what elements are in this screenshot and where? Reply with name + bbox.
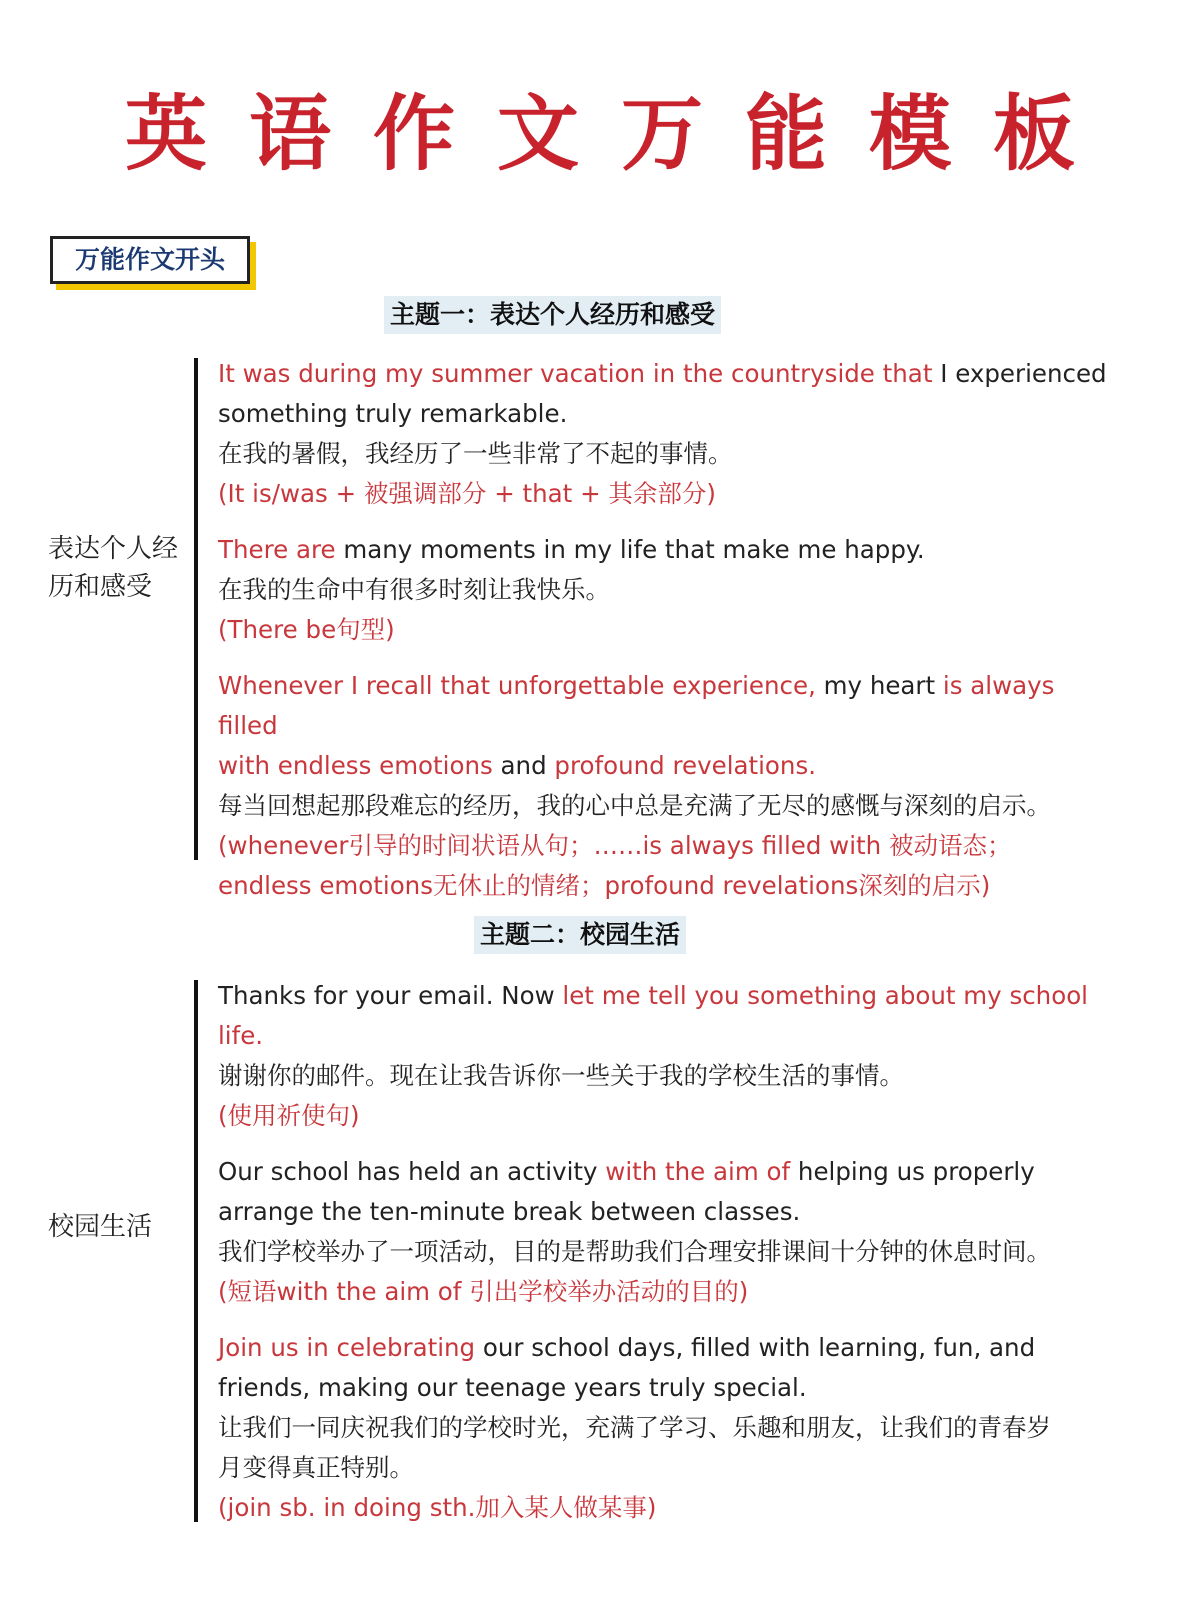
theme-1-item-3: Whenever I recall that unforgettable experience, my heart is always filled with endless emotions and profound revelations. 每当回想起那段难忘的经历，我的心中总是充满了无尽的感慨与深刻的启示。 (whenever引导的时间状语从句；……is always filled with 被动语态； endless emotions无休止的情绪；profound revelations深刻的启示) [218,671,1055,900]
theme-2-side-label: 校园生活 [48,1212,153,1242]
theme-1-divider [194,358,198,860]
theme-2-divider [194,980,198,1522]
theme-2-item-3: Join us in celebrating our school days, filled with learning, fun, and friends, making our teenage years truly special. 让我们一同庆祝我们的学校时光，充满了学习、乐趣和朋友，让我们的青春岁 月变得真正特别。 (join sb. in doing sth.加入某人做某事) [218,1333,1051,1522]
theme-heading-2: 主题二：校园生活 [474,916,686,954]
theme-1-side-label: 表达个人经 历和感受 [48,534,179,602]
theme-1-item-2: There are many moments in my life that make me happy. 在我的生命中有很多时刻让我快乐。 (There be句型) [218,535,925,644]
theme-2-item-2: Our school has held an activity with the aim of helping us properly arrange the ten-minute break between classes. 我们学校举办了一项活动，目的是帮助我们合理安排课间十分钟的休息时间。 (短语with the aim of 引出学校举办活动的目的) [218,1157,1051,1306]
theme-heading-1: 主题一：表达个人经历和感受 [384,296,721,334]
page-title: 英语作文万能模板 [124,87,1117,182]
theme-1-item-1: It was during my summer vacation in the countryside that I experienced something truly remarkable. 在我的暑假，我经历了一些非常了不起的事情。 (It is/was + 被强调部分 + that + 其余部分) [218,359,1107,508]
theme-2-item-1: Thanks for your email. Now let me tell you something about my school life. 谢谢你的邮件。现在让我告诉你一些关于我的学校生活的事情。 (使用祈使句) [218,981,1088,1130]
section-tag: 万能作文开头 [50,236,250,284]
